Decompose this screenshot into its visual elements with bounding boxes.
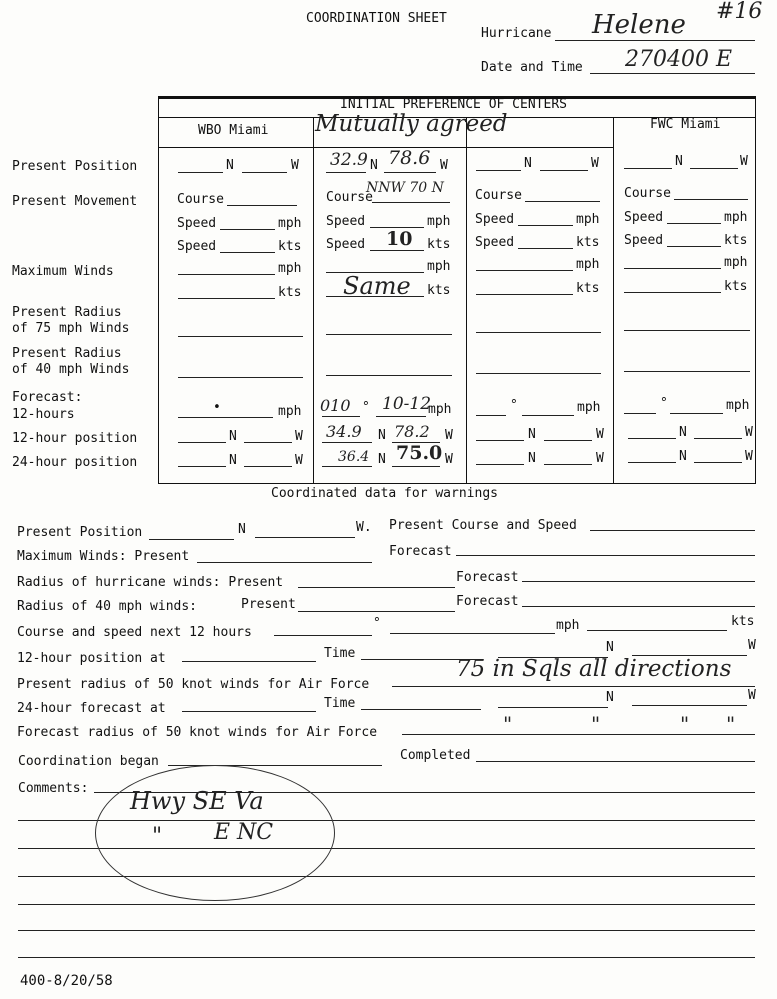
label-course-next-12: Course and speed next 12 hours xyxy=(17,625,252,640)
label-present-movement: Present Movement xyxy=(12,194,138,209)
entry-24hr-latitude: 36.4 xyxy=(338,449,370,465)
comment-handwriting-2: E NC xyxy=(214,820,274,845)
label-present-position: Present Position xyxy=(12,159,138,174)
label-max-winds-present: Maximum Winds: Present xyxy=(17,549,190,564)
label-12hr-position-at: 12-hour position at xyxy=(17,651,166,666)
col-wbo-miami: WBO Miami xyxy=(198,123,269,138)
comment-handwriting-1: Hwy SE Va xyxy=(130,787,264,815)
label-12hr-position: 12-hour position xyxy=(12,431,138,446)
entry-course: NNW 70 N xyxy=(366,180,444,196)
entry-12hr-longitude: 78.2 xyxy=(394,422,430,441)
entry-winds-same: Same xyxy=(343,272,411,300)
label-completed: Completed xyxy=(400,748,471,763)
ditto-mark: " xyxy=(591,712,601,736)
entry-12hr-latitude: 34.9 xyxy=(326,422,362,441)
warnings-title: Coordinated data for warnings xyxy=(271,486,498,501)
entry-forecast-speed: 10-12 xyxy=(382,394,432,414)
grid-title: INITIAL PREFERENCE OF CENTERS xyxy=(340,97,567,112)
comment-ditto: " xyxy=(152,824,163,849)
form-number: 400-8/20/58 xyxy=(20,973,113,989)
preference-grid xyxy=(158,96,756,484)
comment-line xyxy=(18,930,755,931)
datetime-field-line xyxy=(590,73,755,74)
label-maximum-winds: Maximum Winds xyxy=(12,264,114,279)
col-mutually-agreed: Mutually agreed xyxy=(315,111,508,137)
comment-line xyxy=(18,957,755,958)
label-radius-hurricane: Radius of hurricane winds: Present xyxy=(17,575,284,590)
label-coordination-began: Coordination began xyxy=(18,754,159,769)
radius50-present-value: 75 in Sqls all directions xyxy=(456,656,732,682)
label-radius-50-forecast: Forecast radius of 50 knot winds for Air Force xyxy=(17,725,378,740)
label-forecast: Forecast: xyxy=(12,390,83,405)
label-radius75-2: of 75 mph Winds xyxy=(12,321,130,336)
hurricane-label: Hurricane xyxy=(481,26,552,41)
label-radius40-2: of 40 mph Winds xyxy=(12,362,130,377)
sheet-number: #16 xyxy=(716,0,763,24)
label-radius40: Present Radius xyxy=(12,346,122,361)
entry-forecast-direction: 010 xyxy=(320,396,351,415)
ditto-mark: " xyxy=(680,712,690,736)
label-radius75: Present Radius xyxy=(12,305,122,320)
datetime-value: 270400 E xyxy=(625,47,733,72)
hurricane-field-line xyxy=(555,40,755,41)
label-radius-50-present: Present radius of 50 knot winds for Air Force xyxy=(17,677,370,692)
datetime-label: Date and Time xyxy=(481,60,583,75)
hurricane-name: Helene xyxy=(592,10,686,40)
label-comments: Comments: xyxy=(18,781,89,796)
entry-longitude: 78.6 xyxy=(388,147,431,169)
col-fwc-miami: FWC Miami xyxy=(650,117,721,132)
label-24hr-forecast-at: 24-hour forecast at xyxy=(17,701,166,716)
ditto-mark: " xyxy=(503,712,513,736)
entry-speed-kts: 10 xyxy=(386,228,413,250)
label-course-speed: Present Course and Speed xyxy=(389,518,577,533)
label-radius-40: Radius of 40 mph winds: xyxy=(17,599,198,614)
label-24hr-position: 24-hour position xyxy=(12,455,138,470)
entry-latitude: 32.9 xyxy=(330,150,368,170)
label-wr-present-position: Present Position xyxy=(17,525,143,540)
ditto-mark: " xyxy=(726,712,736,736)
sheet-title: COORDINATION SHEET xyxy=(306,11,447,26)
coordination-sheet: COORDINATION SHEET Hurricane Helene #16 Date and Time 270400 E INITIAL PREFERENCE OF CENTERS WBO Miami Mutually agreed FWC Miami Present Position Present Movement Maximum Winds Present Radius of 75 mph Winds Present Radius of 40 mph Winds Forecast: 12-hours 12-hour position 24-hour position N W Course Speed mph Speed kts mph kts • mph N W N W 32.9 N 78.6 W Course NNW 70 N Speed mph Speed 10 kts mph Same kts 010 ° 10-12 mph 34.9 N 78.2 W 36.4 N 75.0 W N W Course Speed mph Speed kts mph kts ° mph N W N W N W Course Speed mph Speed kts mph kts ° mph N W N W Coordinated data for warnings Present Position N W. Present Course and Speed Maximum Winds: Present Forecast Radius of hurricane winds: Present Forecast Radius of 40 mph winds: Present Forecast Course and speed next 12 hours ° mph kts 12-hour position at Time N W Present radius of 50 knot winds for Air Force 75 in Sqls all directions 24-hour forecast at Time N W Forecast radius of 50 knot winds for Air Force " " " " Coordination began Completed Comments: Hwy SE Va " E NC 400-8/20/58 xyxy=(0,0,777,999)
comment-line xyxy=(18,904,755,905)
label-12-hours: 12-hours xyxy=(12,407,75,422)
entry-24hr-longitude: 75.0 xyxy=(396,442,443,464)
